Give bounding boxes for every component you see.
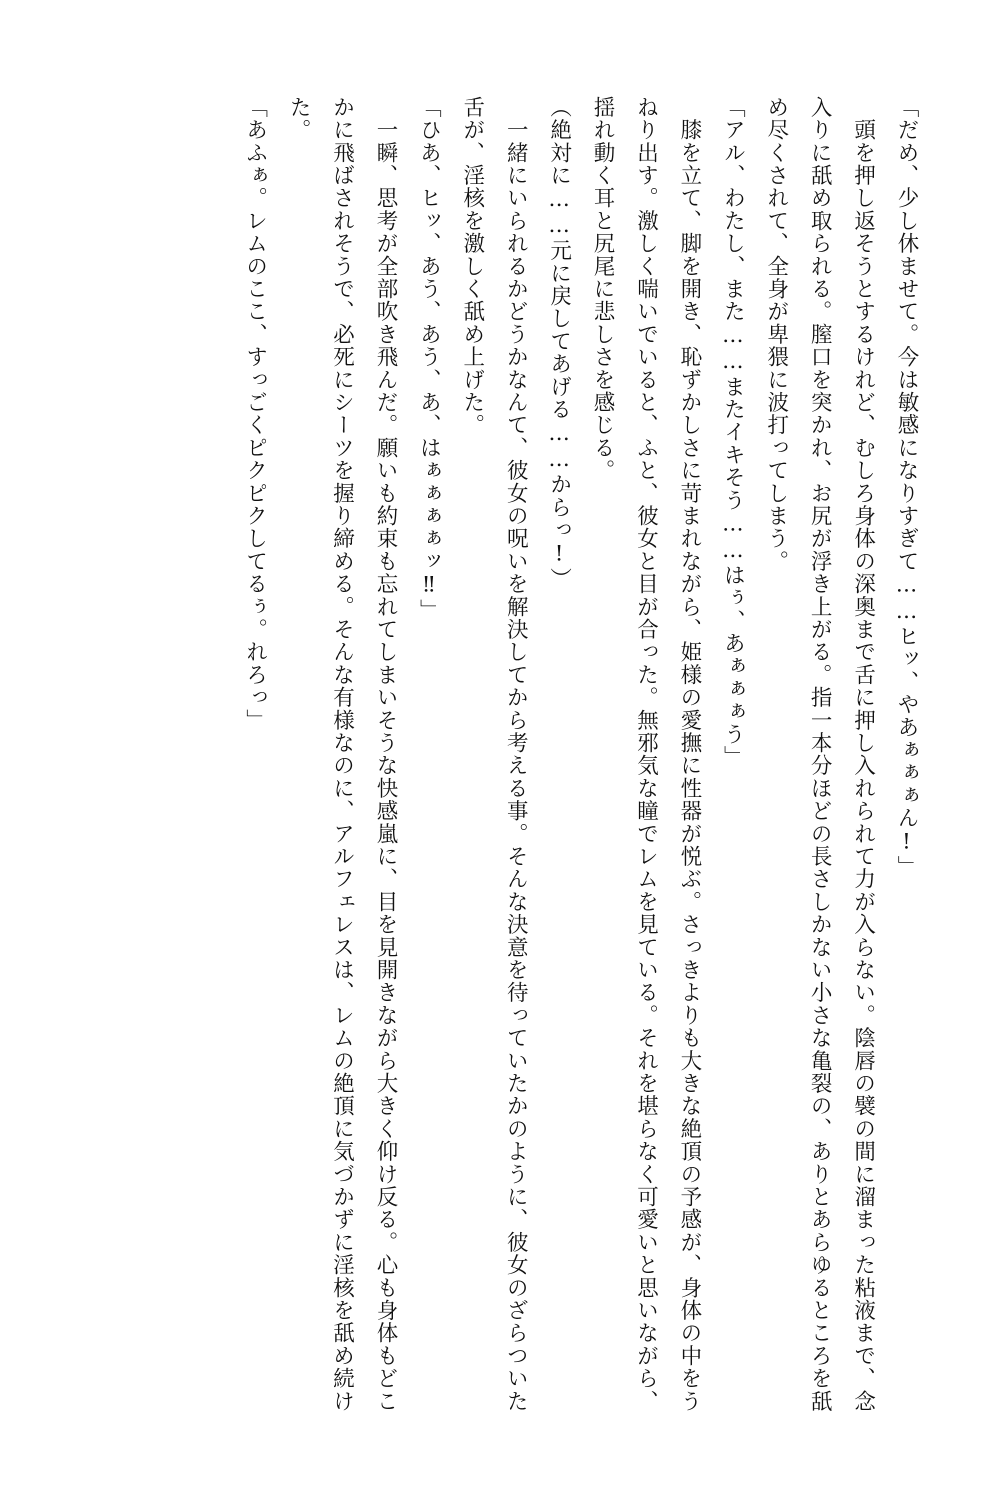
paragraph-1: 「だめ、少し休ませて。今は敏感になりすぎて……ヒッ、やあぁぁぁん!」 — [894, 96, 919, 879]
vertical-text-body — [60, 96, 928, 1420]
paragraph-3: 「アル、わたし、また……またイキそう……はぅ、あぁぁぁう」 — [720, 96, 746, 769]
paragraph-8: 一瞬、思考が全部吹き飛んだ。願いも約束も忘れてしまいそうな快感嵐に、目を見開きながら大きく仰け反る。心も身体もどこかに飛ばされそうで、必死にシーツを握り締める。そんな有様なのに、アルフェレスは、レムの絶頂に気づかずに淫核を舐め続けた。 — [286, 96, 398, 1413]
paragraph-4: 膝を立て、脚を開き、恥ずかしさに苛まれながら、姫様の愛撫に性器が悦ぶ。さっきよりも大きな絶頂の予感が、身体の中をうねり出す。激しく喘いでいると、ふと、彼女と目が合った。無邪気な瞳でレムを見ている。それを堪らなく可愛いと思いながら、揺れ動く耳と尻尾に悲しさを感じる。 — [590, 96, 702, 1413]
paragraph-9: 「あふぁ。レムのここ、すっごくピクピクしてるぅ。れろっ」 — [242, 96, 268, 732]
paragraph-2: 頭を押し返そうとするけれど、むしろ身体の深奥まで舌に押し入れられて力が入らない。陰唇の襞の間に溜まった粘液まで、念入りに舐め取られる。膣口を突かれ、お尻が浮き上がる。指一本分ほどの長さしかない小さな亀裂の、ありとあらゆるところを舐め尽くされて、全身が卑猥に波打ってしまう。 — [763, 96, 876, 1413]
paragraph-7: 「ひあ、ヒッ、あう、あう、あ、はぁぁぁぁッ‼」 — [416, 96, 442, 622]
paragraph-6: 一緒にいられるかどうかなんて、彼女の呪いを解決してから考える事。そんな決意を待っていたかのように、彼女のざらついた舌が、淫核を激しく舐め上げた。 — [459, 96, 529, 1413]
paragraph-5: （絶対に……元に戻してあげる……からっ!） — [546, 96, 572, 591]
